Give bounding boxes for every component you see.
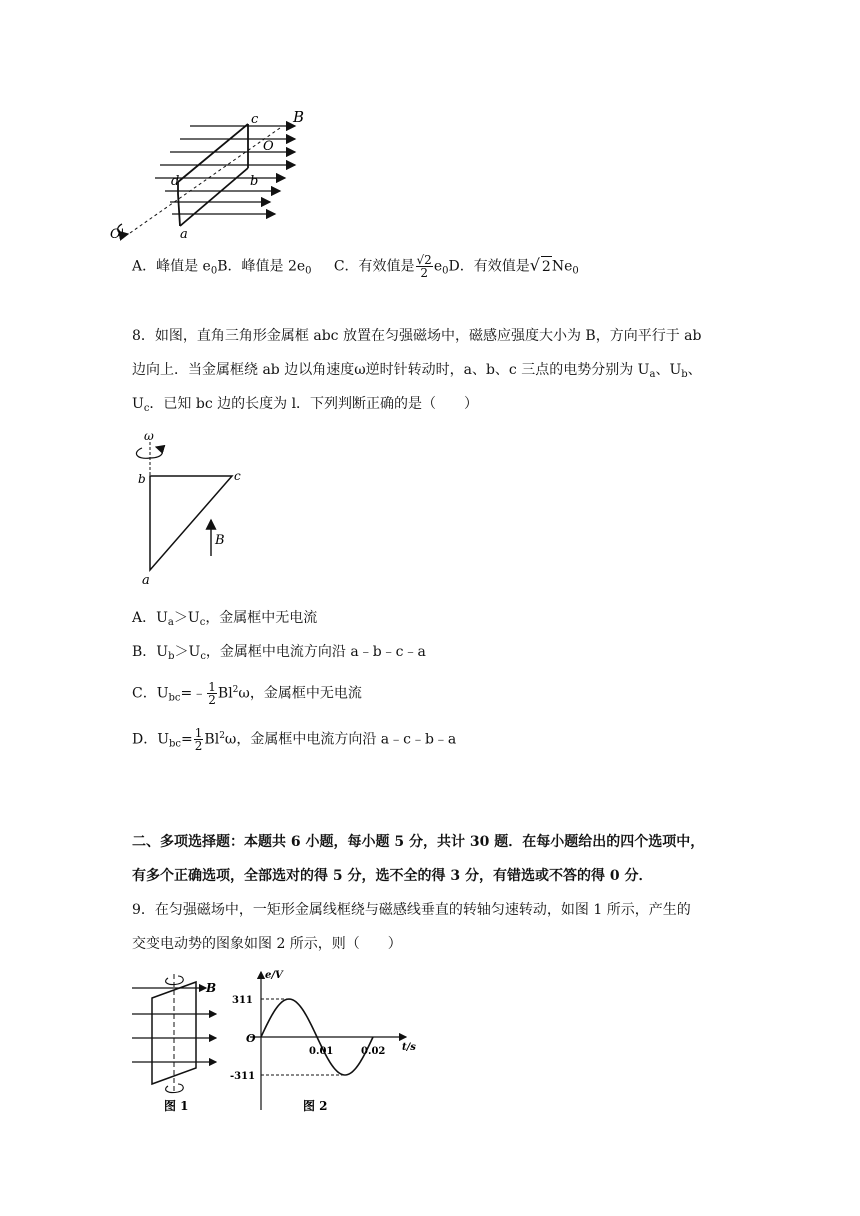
- y-tick-label: 311: [232, 995, 253, 1006]
- rotation-arrow: [136, 447, 162, 458]
- label-B: B: [206, 981, 217, 995]
- label-b: b: [250, 174, 259, 189]
- section-2-line-1: 二、多项选择题：本题共 6 小题，每小题 5 分，共计 30 题．在每小题给出的四个选项中，: [132, 834, 705, 850]
- q9-figure-2-chart: [228, 966, 428, 1116]
- origin-label: O: [246, 1032, 256, 1045]
- label-B: B: [293, 108, 305, 126]
- q9-line-2: 交变电动势的图象如图 2 所示，则（ ）: [132, 936, 402, 952]
- triangle-frame: [150, 476, 232, 570]
- q9-figure-1: [128, 970, 228, 1114]
- fraction: $\frac{1}{2}$: [194, 726, 203, 754]
- q9-line-1: 9．在匀强磁场中，一矩形金属线框绕与磁感线垂直的转轴匀速转动，如图 1 所示，产生的: [132, 902, 691, 918]
- sqrt-icon: √: [529, 255, 540, 275]
- label-B: B: [215, 533, 225, 548]
- q7-figure: [110, 108, 350, 242]
- x-tick-label: 0.01: [309, 1046, 334, 1057]
- x-axis-label: t/s: [402, 1042, 416, 1053]
- q8-line-2: 边向上．当金属框绕 ab 边以角速度ω逆时针转动时，a、b、c 三点的电势分别为 $U_a$、$U_b$、: [132, 362, 702, 380]
- q8-line-1: 8．如图，直角三角形金属框 abc 放置在匀强磁场中，磁感应强度大小为 B，方向平行于 ab: [132, 328, 702, 344]
- q8-option-d: D．$U_{bc}=$ $\frac{1}{2}$ Bl$^2$ω，金属框中电流方向沿 a﹣c﹣b﹣a: [132, 726, 457, 754]
- figure-2-caption: 图 2: [303, 1099, 328, 1113]
- q8-option-b: B．$U_b>U_c$，金属框中电流方向沿 a﹣b﹣c﹣a: [132, 644, 426, 662]
- fraction: $\frac{√2}{2}$: [416, 253, 432, 280]
- label-b: b: [138, 472, 146, 486]
- q7-options: A．峰值是 $e_0B$．峰值是 $2e_0$ C．有效值是 $\frac{√2}{2}$ $e_0D$．有效值是√ $2Ne_0$: [132, 253, 579, 280]
- y-tick-label: -311: [230, 1071, 256, 1082]
- q8-option-c: C．$U_{bc}=﹣$ $\frac{1}{2}$ Bl$^2$ω，金属框中无电流: [132, 680, 362, 708]
- fraction: $\frac{1}{2}$: [208, 680, 216, 708]
- x-tick-label: 0.02: [361, 1046, 386, 1057]
- label-a: a: [142, 573, 150, 588]
- y-axis-label: e/V: [265, 970, 283, 981]
- section-2-line-2: 有多个正确选项，全部选对的得 5 分，选不全的得 3 分，有错选或不答的得 0 分．: [132, 868, 653, 884]
- q8-option-a: A．$U_a>U_c$，金属框中无电流: [132, 610, 318, 628]
- label-d: d: [171, 174, 180, 189]
- label-omega: ω: [144, 429, 154, 443]
- label-a: a: [180, 227, 188, 242]
- q8-figure: [128, 428, 248, 588]
- label-c: c: [234, 469, 241, 483]
- q8-line-3: $U_c$．已知 bc 边的长度为 l．下列判断正确的是（ ）: [132, 396, 479, 414]
- figure-1-caption: 图 1: [164, 1099, 189, 1113]
- label-O-prime: O': [110, 227, 125, 242]
- label-O: O: [263, 139, 274, 154]
- label-c: c: [251, 112, 259, 127]
